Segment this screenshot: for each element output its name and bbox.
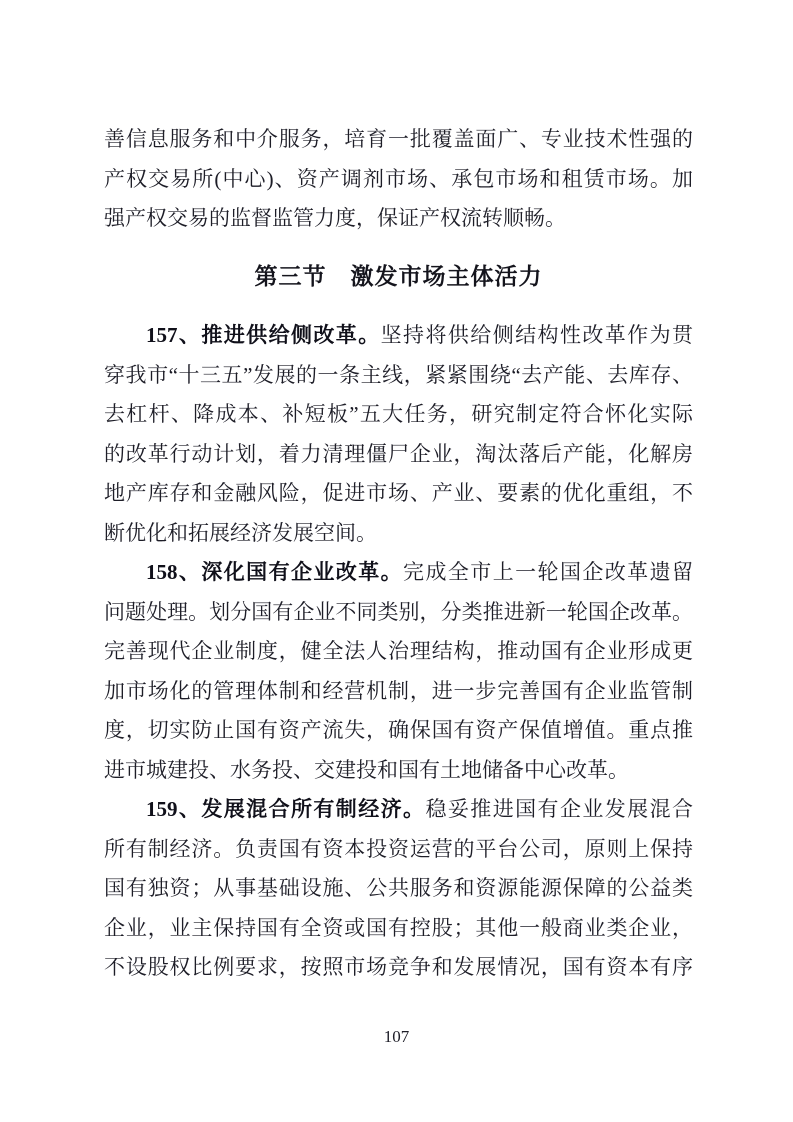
text-line: 地产库存和金融风险，促进市场、产业、要素的优化重组，不 (104, 481, 693, 505)
text-line: 完善现代企业制度，健全法人治理结构，推动国有企业形成更 (104, 639, 693, 663)
text-line: 企业，业主保持国有全资或国有控股；其他一般商业类企业， (104, 915, 693, 940)
paragraph-item-157 (104, 316, 693, 553)
page-content (104, 0, 693, 988)
text-line: 善信息服务和中介服务，培育一批覆盖面广、专业技术性强的 (104, 127, 693, 151)
item-158-first-line-rest: 完成全市上一轮国企改革遗留 (403, 560, 694, 584)
text-line: 国有独资；从事基础设施、公共服务和资源能源保障的公益类 (104, 876, 693, 900)
text-line: 去杠杆、降成本、补短板”五大任务，研究制定符合怀化实际 (104, 402, 693, 426)
text-line (104, 553, 693, 593)
item-159-first-line-rest: 稳妥推进国有企业发展混合 (425, 797, 694, 821)
text-line (104, 790, 693, 830)
text-line (104, 316, 693, 356)
text-line: 加市场化的管理体制和经营机制，进一步完善国有企业监管制 (104, 678, 693, 703)
item-157-lead: 157、推进供给侧改革。 (146, 323, 381, 347)
text-line: 断优化和拓展经济发展空间。 (104, 520, 377, 545)
text-line: 的改革行动计划，着力清理僵尸企业，淘汰落后产能，化解房 (104, 441, 693, 466)
page-number: 107 (383, 1027, 410, 1046)
text-line: 所有制经济。负责国有资本投资运营的平台公司，原则上保持 (104, 836, 693, 861)
text-line: 强产权交易的监督监管力度，保证产权流转顺畅。 (104, 206, 566, 230)
text-line: 不设股权比例要求，按照市场竞争和发展情况，国有资本有序 (104, 955, 693, 979)
section-heading: 第三节 激发市场主体活力 (254, 263, 543, 289)
paragraph-item-158 (104, 553, 693, 790)
text-line: 产权交易所(中心)、资产调剂市场、承包市场和租赁市场。加 (104, 166, 693, 191)
item-159-lead: 159、发展混合所有制经济。 (146, 797, 426, 821)
text-line: 进市城建投、水务投、交建投和国有土地储备中心改革。 (104, 757, 629, 782)
text-line: 度，切实防止国有资产流失，确保国有资产保值增值。重点推 (104, 718, 693, 742)
paragraph-continuation (104, 120, 693, 239)
paragraph-item-159 (104, 790, 693, 988)
item-158-lead: 158、深化国有企业改革。 (146, 560, 404, 584)
item-157-first-line-rest: 坚持将供给侧结构性改革作为贯 (380, 323, 694, 347)
text-line: 穿我市“十三五”发展的一条主线，紧紧围绕“去产能、去库存、 (104, 362, 693, 387)
text-line: 问题处理。划分国有企业不同类别，分类推进新一轮国企改革。 (104, 599, 693, 624)
